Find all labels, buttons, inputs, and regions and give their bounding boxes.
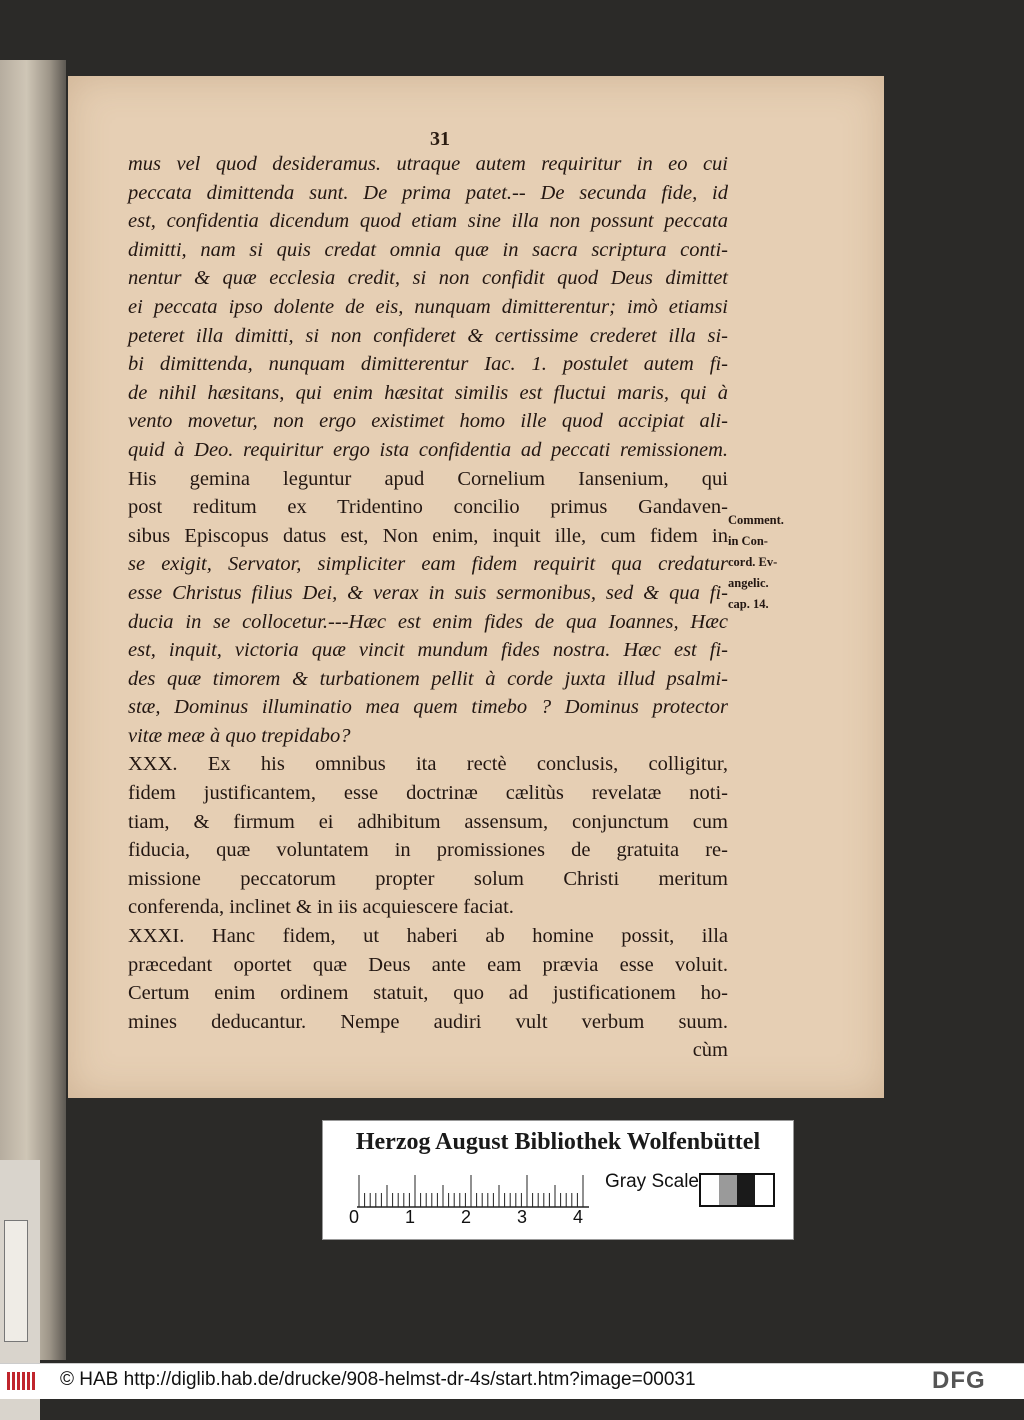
text-line: ducia in se collocetur.---Hæc est enim fides de qua Ioannes, Hæc [128,610,728,633]
shelf-label [4,1220,28,1342]
gray-swatch [737,1175,755,1205]
text-line: XXXI. Hanc fidem, ut haberi ab homine possit, illa [128,925,728,948]
text-line: dimitti, nam si quis credat omnia quæ in sacra scriptura conti- [128,238,728,261]
text-line: se exigit, Servator, simpliciter eam fidem requirit qua credatur [128,553,728,576]
margin-note-line: angelic. [728,576,769,590]
page-text [128,150,728,1065]
text-line: ei peccata ipso dolente de eis, nunquam dimitterentur; imò etiamsi [128,295,728,318]
text-line: tiam, & firmum ei adhibitum assensum, conjunctum cum [128,810,728,833]
text-line: des quæ timorem & turbationem pellit à corde juxta illud psalmi- [128,667,728,690]
text-line: XXX. Ex his omnibus ita rectè conclusis, colligitur, [128,753,728,776]
ruler-number: 1 [405,1207,416,1227]
ruler-number: 3 [517,1207,528,1227]
dfg-logo: DFG [932,1367,986,1394]
margin-note-line: in Con- [728,534,768,548]
left-page-strip [0,60,66,1360]
gray-scale-bar [699,1173,775,1207]
text-line: de nihil hæsitans, qui enim hæsitat similis est fluctui maris, qui à [128,381,728,404]
text-line: sibus Episcopus datus est, Non enim, inquit ille, cum fidem in [128,524,728,547]
text-line: cùm [692,1039,728,1062]
text-line: missione peccatorum propter solum Christi meritum [128,867,728,890]
text-line: fidem justificantem, esse doctrinæ cælitùs revelatæ noti- [128,782,728,805]
copyright-url: © HAB http://diglib.hab.de/drucke/908-helmst-dr-4s/start.htm?image=00031 [60,1369,696,1390]
text-line: præcedant oportet quæ Deus ante eam prævia esse voluit. [128,953,728,976]
ruler-number: 4 [573,1207,584,1227]
text-line: His gemina leguntur apud Cornelium Iansenium, qui [128,467,728,490]
text-line: quid à Deo. requiritur ergo ista confidentia ad peccati remissionem. [128,438,728,461]
ruler-number: 0 [349,1207,360,1227]
ruler-number: 2 [461,1207,472,1227]
text-line: mus vel quod desideramus. utraque autem requiritur in eo cui [128,153,728,175]
text-line: peccata dimittenda sunt. De prima patet.-- De secunda fide, id [128,181,728,204]
library-name: Herzog August Bibliothek Wolfenbüttel [355,1129,761,1155]
text-line: peteret illa dimitti, si non confideret & certissime crederet illa si- [128,324,728,347]
text-line: vitæ meæ à quo trepidabo? [128,724,351,747]
margin-note-line: cord. Ev- [728,555,778,569]
text-line: esse Christus filius Dei, & verax in suis sermonibus, sed & qua fi- [128,581,728,604]
text-line: vento movetur, non ergo existimet homo ille quod accipiat ali- [128,410,728,433]
text-line: stæ, Dominus illuminatio mea quem timebo ? Dominus protector [128,696,728,719]
gray-swatch [719,1175,737,1205]
margin-note-line: cap. 14. [728,597,769,611]
gray-swatch [701,1175,719,1205]
text-line: mines deducantur. Nempe audiri vult verbum suum. [128,1010,728,1033]
text-line: Certum enim ordinem statuit, quo ad justificationem ho- [128,982,728,1005]
text-line: est, confidentia dicendum quod etiam sine illa non possunt peccata [128,210,728,233]
text-line: post reditum ex Tridentino concilio primus Gandaven- [128,496,728,519]
text-line: est, inquit, victoria quæ vincit mundum fides nostra. Hæc est fi- [128,639,728,662]
text-line: nentur & quæ ecclesia credit, si non confidit quod Deus dimittet [128,267,728,290]
text-line: conferenda, inclinet & in iis acquiescere faciat. [128,896,514,919]
margin-note-line: Comment. [728,513,784,527]
footer-bar [0,1363,1024,1399]
color-calibration-card [322,1120,794,1240]
text-line: fiducia, quæ voluntatem in promissiones de gratuita re- [128,839,728,862]
text-line: bi dimittenda, nunquam dimitterentur Iac. 1. postulet autem fi- [128,353,728,376]
hab-logo-icon [6,1370,40,1392]
gray-swatch [755,1175,773,1205]
ruler-scale [357,1169,597,1209]
gray-scale-label: Gray Scale [605,1171,699,1192]
margin-note [728,510,820,615]
page-number: 31 [430,128,450,150]
